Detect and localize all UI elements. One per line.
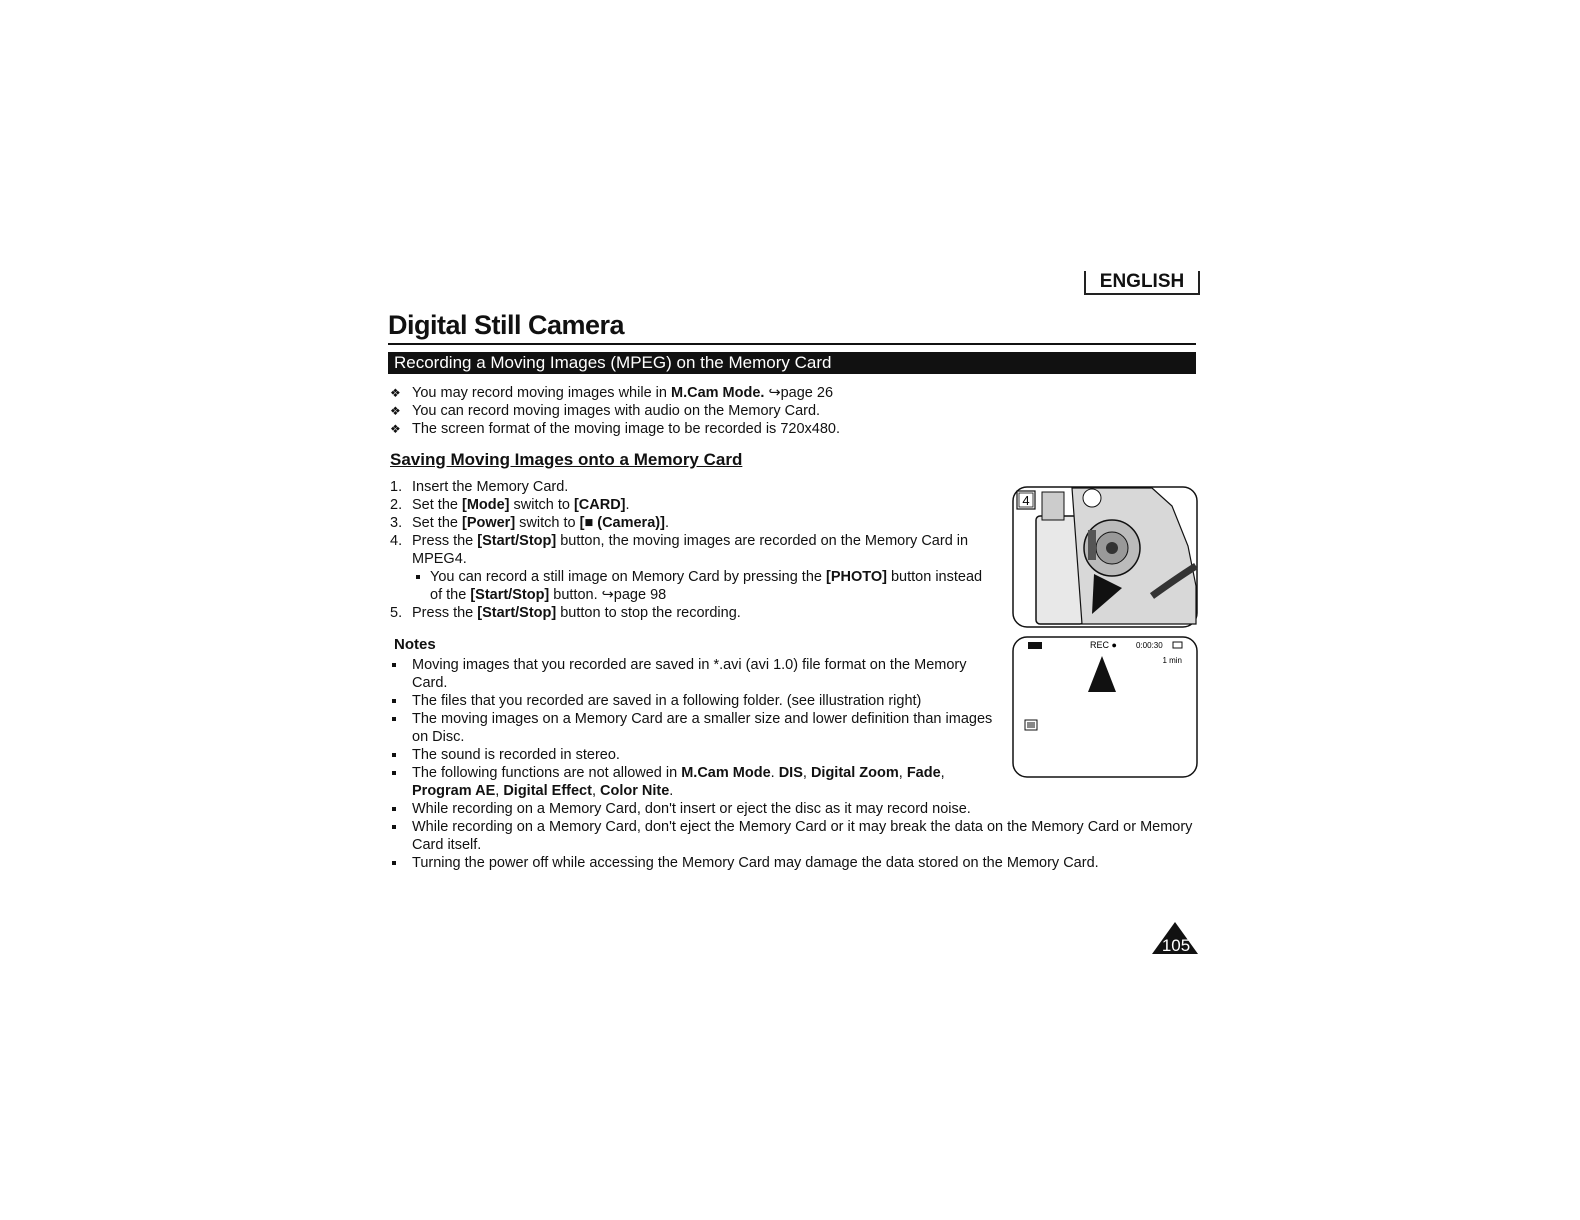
- page-number-badge: [1150, 920, 1200, 956]
- intro-item: ❖ You may record moving images while in M.Cam Mode. ↪page 26: [390, 385, 834, 401]
- intro-item: ❖ The screen format of the moving image to be recorded is 720x480.: [390, 421, 840, 437]
- svg-text:REC ●: REC ●: [1090, 640, 1117, 650]
- note-item: The moving images on a Memory Card are a smaller size and lower definition than images on Disc.: [390, 710, 1002, 746]
- svg-text:105: 105: [1161, 936, 1191, 955]
- note-item: The files that you recorded are saved in a following folder. (see illustration right): [390, 692, 1002, 710]
- page-title: Digital Still Camera: [388, 310, 625, 340]
- step-item: 3. Set the [Power] switch to [■ (Camera)].: [390, 515, 669, 531]
- note-item: Moving images that you recorded are saved in *.avi (avi 1.0) file format on the Memory Card.: [390, 656, 1002, 692]
- step-item: 2. Set the [Mode] switch to [CARD].: [390, 497, 630, 513]
- note-item: The following functions are not allowed in M.Cam Mode. DIS, Digital Zoom, Fade, Program AE, Digital Effect, Color Nite.: [390, 764, 1002, 800]
- diamond-bullet-icon: ❖: [390, 422, 401, 436]
- note-item: Turning the power off while accessing the Memory Card may damage the data stored on the Memory Card.: [390, 854, 1200, 872]
- camcorder-illustration: [1012, 486, 1198, 628]
- language-label: ENGLISH: [1084, 271, 1200, 295]
- step-item: 5. Press the [Start/Stop] button to stop the recording.: [390, 605, 741, 621]
- note-item: While recording on a Memory Card, don't eject the Memory Card or it may break the data on the Memory Card or Memory Card itself.: [390, 818, 1200, 854]
- step-subnote: You can record a still image on Memory Card by pressing the [PHOTO] button instead of the [Start/Stop] button. ↪page 98: [412, 568, 990, 604]
- lcd-screen-illustration: [1012, 636, 1198, 778]
- note-item: While recording on a Memory Card, don't insert or eject the disc as it may record noise.: [390, 800, 1200, 818]
- battery-icon: [1028, 642, 1042, 649]
- svg-text:1 min: 1 min: [1162, 656, 1182, 665]
- subheading: Saving Moving Images onto a Memory Card: [390, 450, 743, 469]
- svg-text:4: 4: [1022, 493, 1030, 508]
- intro-item: ❖ You can record moving images with audio on the Memory Card.: [390, 403, 821, 419]
- note-item: The sound is recorded in stereo.: [390, 746, 1002, 764]
- notes-heading: Notes: [394, 636, 436, 653]
- intro-list: [390, 384, 1190, 438]
- diamond-bullet-icon: ❖: [390, 386, 401, 400]
- step-item: 1. Insert the Memory Card.: [390, 479, 569, 495]
- title-divider: [388, 343, 1196, 345]
- steps-list: [390, 478, 990, 622]
- section-heading: Recording a Moving Images (MPEG) on the Memory Card: [388, 352, 1196, 374]
- step-item: 4. Press the [Start/Stop] button, the moving images are recorded on the Memory Card in MPEG4. You can record a still image on Memory Card by pressing the [PHOTO] button instead of the [Start/Stop] button. ↪page 98: [390, 532, 990, 604]
- diamond-bullet-icon: ❖: [390, 404, 401, 418]
- svg-text:0:00:30: 0:00:30: [1136, 641, 1163, 650]
